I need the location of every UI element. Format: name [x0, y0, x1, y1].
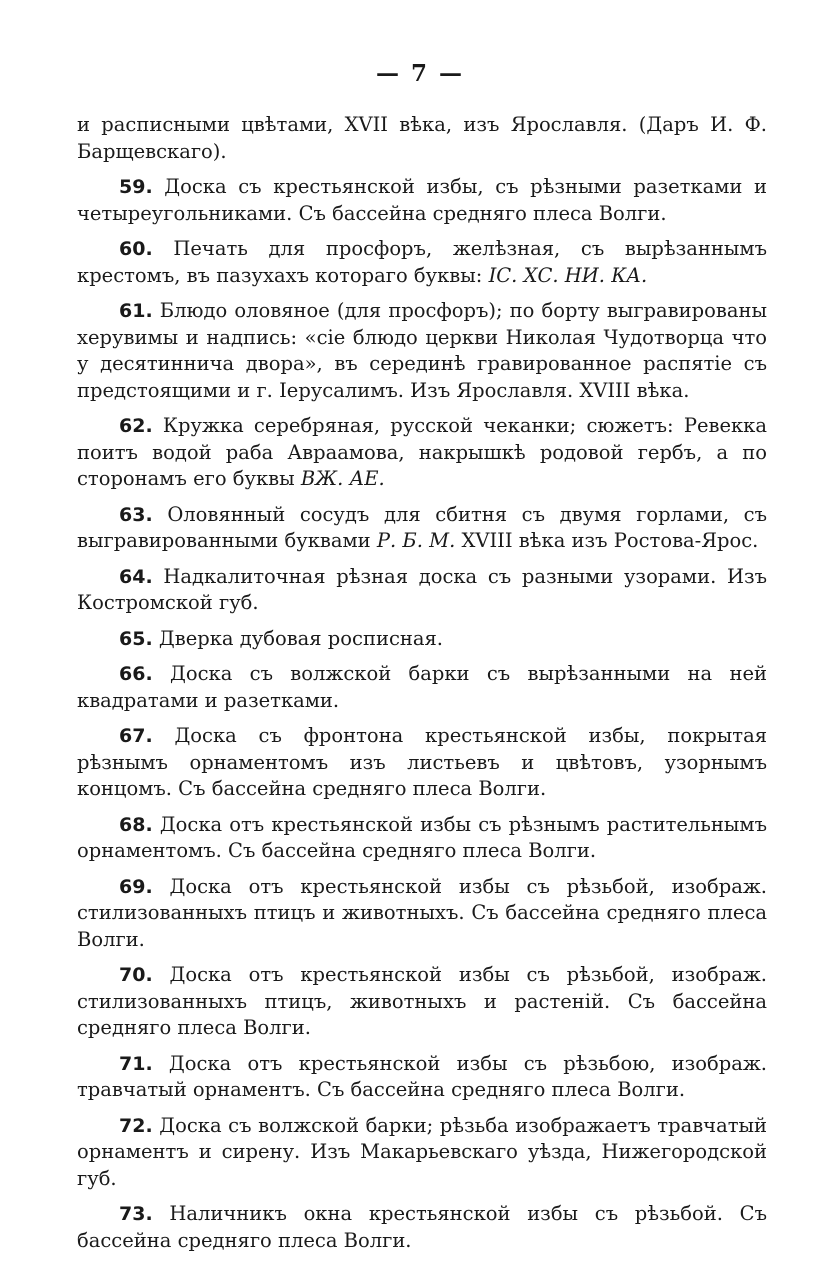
- entry-text: Дверка дубовая росписная.: [158, 626, 443, 650]
- entry-text: Наличникъ окна крестьянской избы съ рѣзьбой. Съ бассейна средняго плеса Волги.: [77, 1202, 767, 1252]
- catalog-entry-61: [77, 298, 767, 404]
- entry-number: 68.: [119, 813, 153, 836]
- entry-text: Доска съ крестьянской избы, съ рѣзными разетками и четыреугольниками. Съ бассейна средняго плеса Волги.: [77, 175, 767, 225]
- entry-inscription: ВЖ. АЕ.: [300, 467, 385, 490]
- entry-text: Доска съ фронтона крестьянской избы, покрытая рѣзнымъ орнаментомъ изъ листьевъ и цвѣтовъ, узорнымъ концомъ. Съ бассейна средняго плеса Волги.: [77, 724, 767, 800]
- entry-text: Кружка серебряная, русской чеканки; сюжетъ: Ревекка поитъ водой раба Авраамова, накрышкѣ родовой гербъ, а по сторонамъ его буквы: [77, 414, 767, 490]
- entry-text: Доска съ волжской барки съ вырѣзанными на ней квадратами и разетками.: [77, 662, 767, 712]
- entry-text: Оловянный сосудъ для сбитня съ двумя горлами, съ выгравированными буквами: [77, 502, 767, 552]
- entry-number: 64.: [119, 565, 153, 588]
- entry-text: Доска съ волжской барки; рѣзьба изображаетъ травчатый орнаментъ и сирену. Изъ Макарьевскаго уѣзда, Нижегородской губ.: [77, 1113, 767, 1190]
- entry-number: 63.: [119, 503, 153, 526]
- catalog-entry-65: [77, 626, 767, 653]
- entry-text: Доска отъ крестьянской избы съ рѣзьбой, изображ. стилизованныхъ птицъ и животныхъ. Съ бассейна средняго плеса Волги.: [77, 874, 767, 951]
- entry-number: 70.: [119, 964, 153, 986]
- entry-text: Блюдо оловяное (для просфоръ); по борту выгравированы херувимы и надпись: «сіе блюдо церкви Николая Чудотворца что у десятиннича двора», въ серединѣ гравированное распятіе съ предстоящими и г. Іерусалимъ. Изъ Ярославля. XVIII вѣка.: [77, 299, 767, 402]
- catalog-entry-68: [77, 812, 767, 865]
- catalog-entry-62: [77, 413, 767, 493]
- entry-text: Надкалиточная рѣзная доска съ разными узорами. Изъ Костромской губ.: [77, 564, 767, 614]
- entry-text: Доска отъ крестьянской избы съ рѣзьбою, изображ. травчатый орнаментъ. Съ бассейна средняго плеса Волги.: [77, 1051, 768, 1101]
- entry-inscription: Р. Б. М.: [376, 529, 456, 552]
- catalog-text: [77, 112, 767, 1263]
- entry-number: 61.: [119, 300, 153, 322]
- entry-number: 59.: [119, 176, 153, 198]
- entry-text: Печать для просфоръ, желѣзная, съ вырѣзаннымъ крестомъ, въ пазухахъ котораго буквы:: [77, 237, 768, 287]
- entry-text-after: XVIII вѣка изъ Ростова-Ярос.: [461, 529, 759, 552]
- catalog-entry-73: [77, 1201, 767, 1254]
- entry-number: 73.: [119, 1203, 153, 1225]
- entry-number: 60.: [119, 238, 153, 260]
- catalog-entry-63: [77, 502, 767, 555]
- entry-number: 71.: [119, 1052, 153, 1075]
- entry-number: 67.: [119, 725, 153, 747]
- entry-number: 69.: [119, 875, 153, 898]
- catalog-entry-64: [77, 564, 767, 617]
- catalog-entry-69: [77, 874, 767, 954]
- page-number: — 7 —: [375, 60, 465, 87]
- catalog-entry-71: [77, 1051, 767, 1104]
- entry-text: Доска отъ крестьянской избы съ рѣзьбой, изображ. стилизованныхъ птицъ, животныхъ и растеній. Съ бассейна средняго плеса Волги.: [77, 963, 767, 1039]
- catalog-entry-72: [77, 1113, 767, 1193]
- entry-number: 62.: [119, 415, 153, 437]
- catalog-entry-60: [77, 236, 767, 289]
- entry-text: Доска отъ крестьянской избы съ рѣзнымъ растительнымъ орнаментомъ. Съ бассейна средняго плеса Волги.: [77, 812, 767, 862]
- catalog-entry-70: [77, 962, 767, 1042]
- entry-number: 66.: [119, 663, 153, 685]
- continued-entry: и расписными цвѣтами, XVII вѣка, изъ Ярославля. (Даръ И. Ф. Барщевскаго).: [77, 113, 767, 163]
- entry-number: 65.: [119, 627, 153, 650]
- catalog-entry-59: [77, 174, 767, 227]
- catalog-entry-66: [77, 661, 767, 714]
- catalog-entry-67: [77, 723, 767, 803]
- entry-number: 72.: [119, 1114, 153, 1137]
- entry-inscription: IС. ХС. НИ. КА.: [488, 263, 648, 287]
